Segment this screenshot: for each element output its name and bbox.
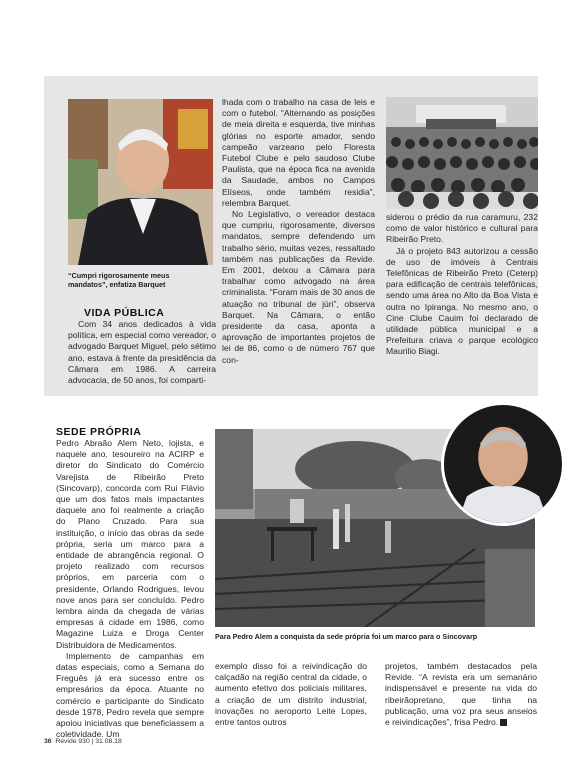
paragraph: lhada com o trabalho na casa de leis e com o futebol. “Alternando as posições de meia direita e esquerda, tive minhas glórias no esporte amador, sendo campeão varzeano pelo Floresta Futebol Clube e pelo saudoso Clube Paulista, que na época fica na avenida da Saudade, ambos no Campos Elíseos, onde também residia”, relembra Barquet. [222, 97, 375, 208]
paragraph: Já o projeto 843 autorizou a cessão de uso de imóveis à Centrais Telefônicas de Ribeirão Preto (Ceterp) para edificação de centrais telefônicas, sendo uma área no Alto da Boa Vista e outra no Ipiranga. No mesmo ano, o Cine Clube Cauim foi declarado de utilidade pública municipal e a Prefeitura criava o parque ecológico Maurilio Biagi. [386, 245, 538, 357]
vida-publica-column-3 [386, 212, 538, 358]
sede-propria-heading: SEDE PRÓPRIA [56, 426, 142, 438]
pedro-alem-portrait-photo [441, 402, 565, 526]
issue-date: 31.08.18 [95, 738, 122, 745]
paragraph: exemplo disso foi a reivindicação do calçadão na região central da cidade, o aumento efetivo dos policiais militares, a criação de um distrito industrial, inovações no aeroporto Leite Lopes, entre tantos outros [215, 661, 367, 728]
page-folio: 36 Revide 930 | 31.08.18 [44, 738, 122, 745]
vida-publica-column-1 [68, 307, 216, 386]
paragraph: siderou o prédio da rua caramuru, 232 como de valor histórico e cultural para Ribeirão Preto. [386, 212, 538, 245]
magazine-issue: Revide 930 [55, 738, 90, 745]
end-of-article-icon [500, 719, 507, 726]
page-number: 36 [44, 738, 52, 745]
paragraph-text: projetos, também destacados pela Revide. “A revista era um semanário indispensável e presente na vida do ribeirãopretano, que tinha na publicação, uma voz pra seus anseios e reivindicações”, frisa Pedro. [385, 661, 537, 728]
barquet-portrait-photo [68, 99, 213, 265]
portrait-caption: “Cumpri rigorosamente meus mandatos”, enfatiza Barquet [68, 271, 170, 289]
sede-propria-column-2 [215, 661, 367, 728]
paragraph [385, 661, 537, 728]
sede-propria-column-1 [56, 426, 204, 740]
construction-caption: Para Pedro Alem a conquista da sede própria foi um marco para o Sincovarp [215, 632, 478, 641]
paragraph: Com 34 anos dedicados à vida política, em especial como vereador, o advogado Barquet Miguel, pelo sétimo ano, estava à frente da presidência da Câmara em 1986. A carreira advocacia, de 50 anos, foi comparti- [68, 319, 216, 386]
paragraph: No Legislativo, o vereador destaca que cumpriu, rigorosamente, diversos mandatos, sempre defendendo um trabalho sério, muitas vezes, ressaltado também nas publicações da Revide. Em 2001, deixou a Câmara para trabalhar como advogado na área criminalista. “Foram mais de 30 anos de atuação no tribunal de júri”, observa Barquet. Na Câmara, o então presidente da casa, aponta a aprovação de importantes projetos de lei de 86, como o de número 767 que con- [222, 209, 375, 365]
chamber-session-photo [386, 97, 538, 209]
vida-publica-column-2 [222, 97, 375, 366]
vida-publica-heading: VIDA PÚBLICA [84, 307, 165, 319]
paragraph: Pedro Abraão Alem Neto, lojista, e naquele ano, tesoureiro na ACIRP e diretor do Sindicato do Comércio Varejista de Ribeirão Preto (Sincovarp), concorda com Rui Flávio que um dos fatos mais impactantes daquele ano foi realmente a criação do Plano Cruzado. Para sua instituição, o início das obras da sede própria, seria um marco para a entidade de abrangência regional. O projeto realizado com recursos próprios, em parceria com o presidente, Orlando Rodrigues, levou nove anos para ser concluído. Pedro lembra ainda da chegada de várias empresas à cidade em 1986, como Magazine Luiza e Droga Center Distribuidora de Medicamentos. [56, 438, 204, 650]
paragraph: Implemento de campanhas em datas especiais, como a Semana do Freguês já era sucesso entre os empresários da época. Atuante no comércio e participante do Sindicato desde 1978, Pedro revela que sempre apoiou iniciativas que beneficiassem a coletividade. Um [56, 650, 204, 740]
sede-propria-column-3 [385, 661, 537, 728]
